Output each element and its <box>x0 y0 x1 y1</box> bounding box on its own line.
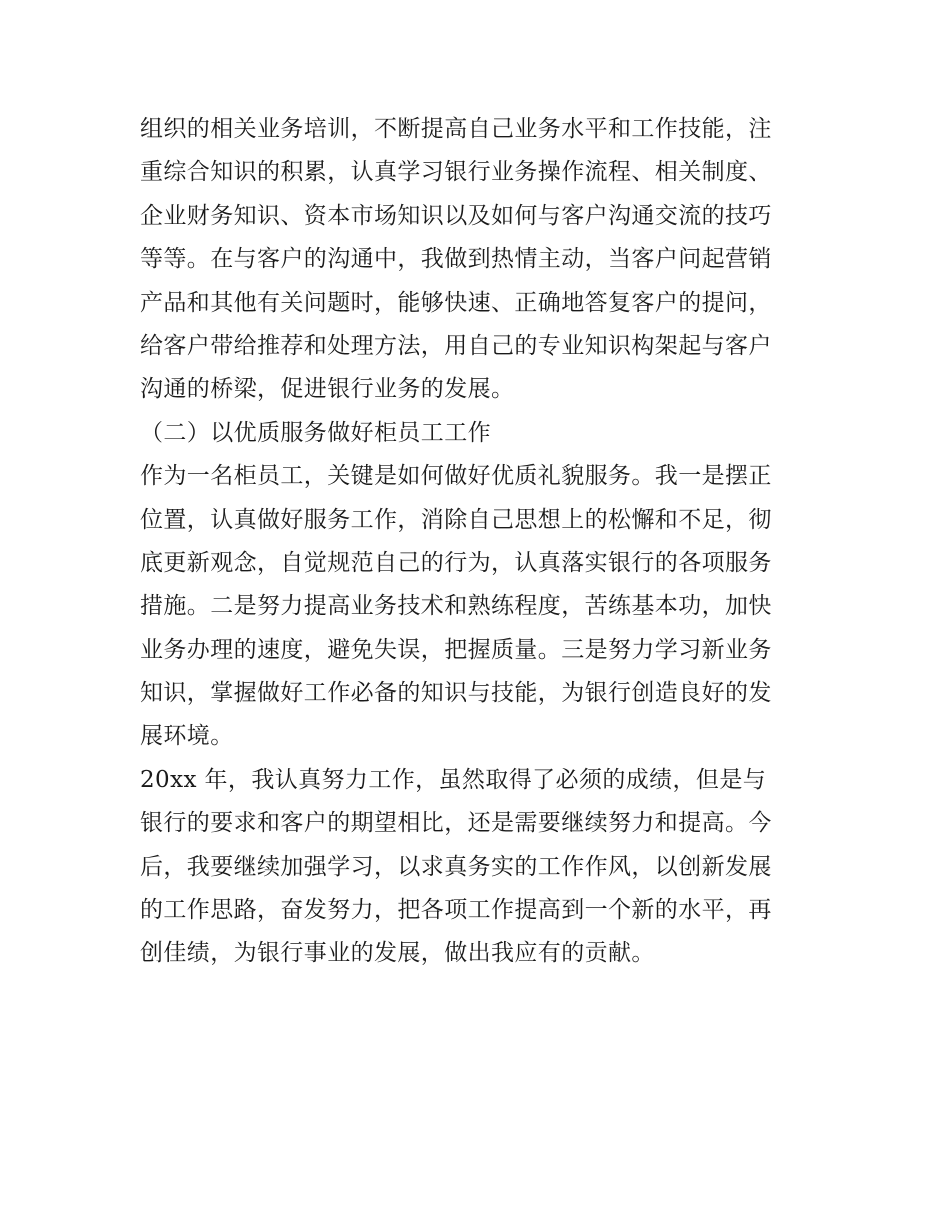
text-line: 的工作思路，奋发努力，把各项工作提高到一个新的水平，再 <box>140 897 772 924</box>
text-line: 沟通的桥梁，促进银行业务的发展。 <box>140 376 515 403</box>
text-line: 给客户带给推荐和处理方法，用自己的专业知识构架起与客户 <box>140 332 772 359</box>
text-line: 措施。二是努力提高业务技术和熟练程度，苦练基本功，加快 <box>140 593 772 620</box>
text-line: 产品和其他有关问题时，能够快速、正确地答复客户的提问， <box>140 289 772 316</box>
text-line: 作为一名柜员工，关键是如何做好优质礼貌服务。我一是摆正 <box>140 463 772 490</box>
text-line: 底更新观念，自觉规范自己的行为，认真落实银行的各项服务 <box>140 549 772 576</box>
text-line: 银行的要求和客户的期望相比，还是需要继续努力和提高。今 <box>140 810 772 837</box>
text-line: 位置，认真做好服务工作，消除自己思想上的松懈和不足，彻 <box>140 506 772 533</box>
text-line: 20xx 年，我认真努力工作，虽然取得了必须的成绩，但是与 <box>140 766 767 793</box>
text-line: 重综合知识的积累，认真学习银行业务操作流程、相关制度、 <box>140 159 772 186</box>
text-line: 业务办理的速度，避免失误，把握质量。三是努力学习新业务 <box>140 636 772 663</box>
text-line: 创佳绩，为银行事业的发展，做出我应有的贡献。 <box>140 940 655 967</box>
document-body <box>140 108 820 976</box>
text-line: 后，我要继续加强学习，以求真务实的工作作风，以创新发展 <box>140 853 772 880</box>
text-line: 知识，掌握做好工作必备的知识与技能，为银行创造良好的发 <box>140 680 772 707</box>
section-heading: （二）以优质服务做好柜员工工作 <box>140 419 491 446</box>
text-line: 企业财务知识、资本市场知识以及如何与客户沟通交流的技巧 <box>140 202 772 229</box>
text-line: 等等。在与客户的沟通中，我做到热情主动，当客户问起营销 <box>140 246 772 273</box>
text-line: 展环境。 <box>140 723 234 750</box>
text-line: 组织的相关业务培训，不断提高自己业务水平和工作技能，注 <box>140 116 772 142</box>
